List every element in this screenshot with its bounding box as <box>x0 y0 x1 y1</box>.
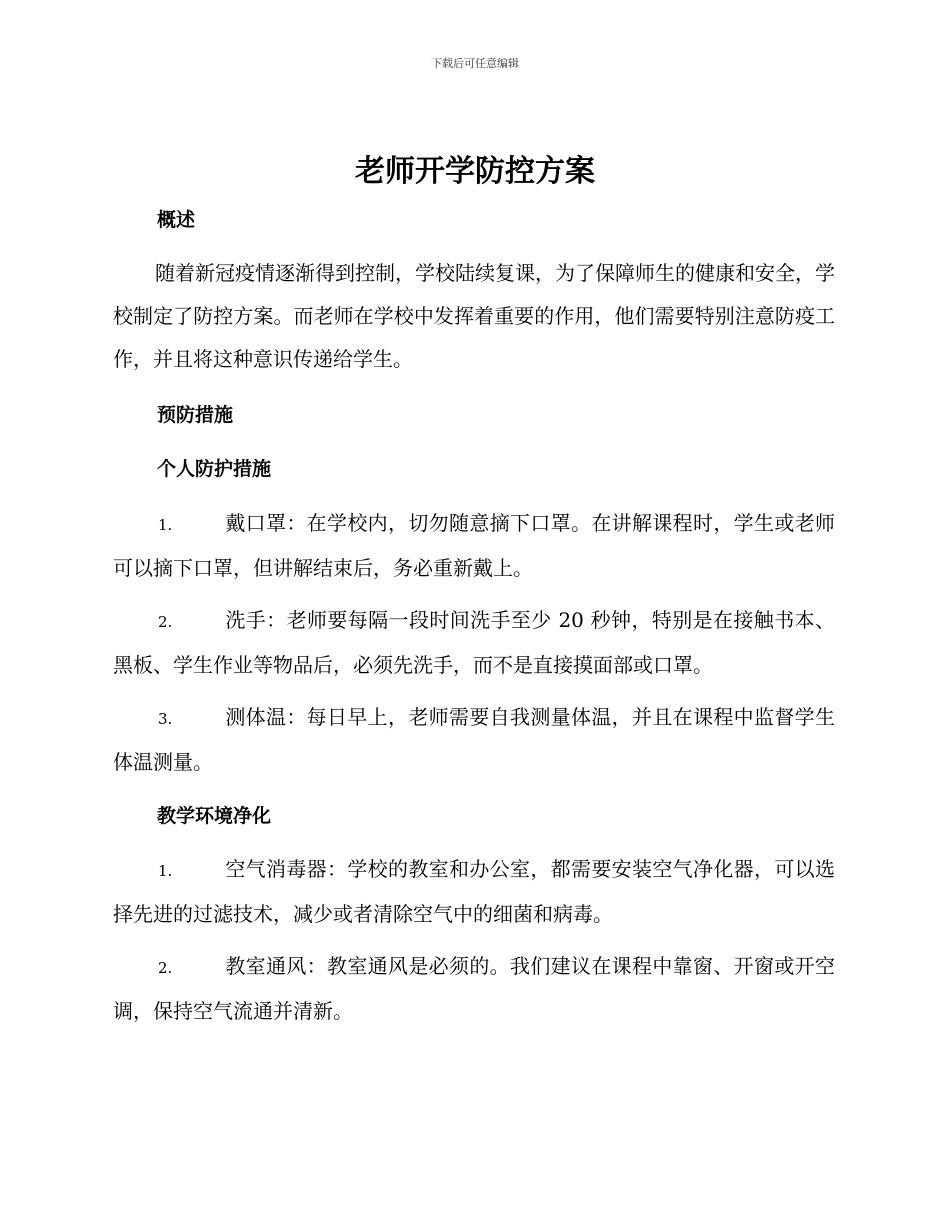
list-item-number: 1. <box>158 862 173 880</box>
page-header: 下载后可任意编辑 <box>431 57 519 70</box>
list-item-text: 戴口罩：在学校内，切勿随意摘下口罩。在讲解课程时，学生或老师可以摘下口罩，但讲解结束后，务必重新戴上。 <box>113 511 835 580</box>
list-item-number: 2. <box>158 613 173 631</box>
list-item-text: 洗手：老师要每隔一段时间洗手至少 20 秒钟，特别是在接触书本、黑板、学生作业等物品后，必须先洗手，而不是直接摸面部或口罩。 <box>113 608 835 677</box>
list-item <box>113 599 835 687</box>
list-item <box>113 502 835 590</box>
section-heading-environment: 教学环境净化 <box>157 805 272 827</box>
list-item-number: 2. <box>158 959 173 977</box>
section-heading-personal-protection: 个人防护措施 <box>157 458 272 480</box>
list-item-text: 测体温：每日早上，老师需要自我测量体温，并且在课程中监督学生体温测量。 <box>113 705 835 774</box>
list-item-text: 空气消毒器：学校的教室和办公室，都需要安装空气净化器，可以选择先进的过滤技术，减少或者清除空气中的细菌和病毒。 <box>113 857 835 926</box>
list-item <box>113 945 835 1033</box>
list-item <box>113 696 835 784</box>
document-title: 老师开学防控方案 <box>355 154 595 189</box>
overview-paragraph-text: 随着新冠疫情逐渐得到控制，学校陆续复课，为了保障师生的健康和安全，学校制定了防控方案。而老师在学校中发挥着重要的作用，他们需要特别注意防疫工作，并且将这种意识传递给学生。 <box>113 261 835 371</box>
list-item-number: 3. <box>158 710 173 728</box>
list-item-number: 1. <box>158 516 173 534</box>
section-heading-prevention: 预防措施 <box>157 404 234 426</box>
list-item-text: 教室通风：教室通风是必须的。我们建议在课程中靠窗、开窗或开空调，保持空气流通并清新。 <box>113 954 835 1023</box>
overview-paragraph <box>113 252 835 381</box>
list-item <box>113 848 835 936</box>
section-heading-overview: 概述 <box>157 209 196 231</box>
